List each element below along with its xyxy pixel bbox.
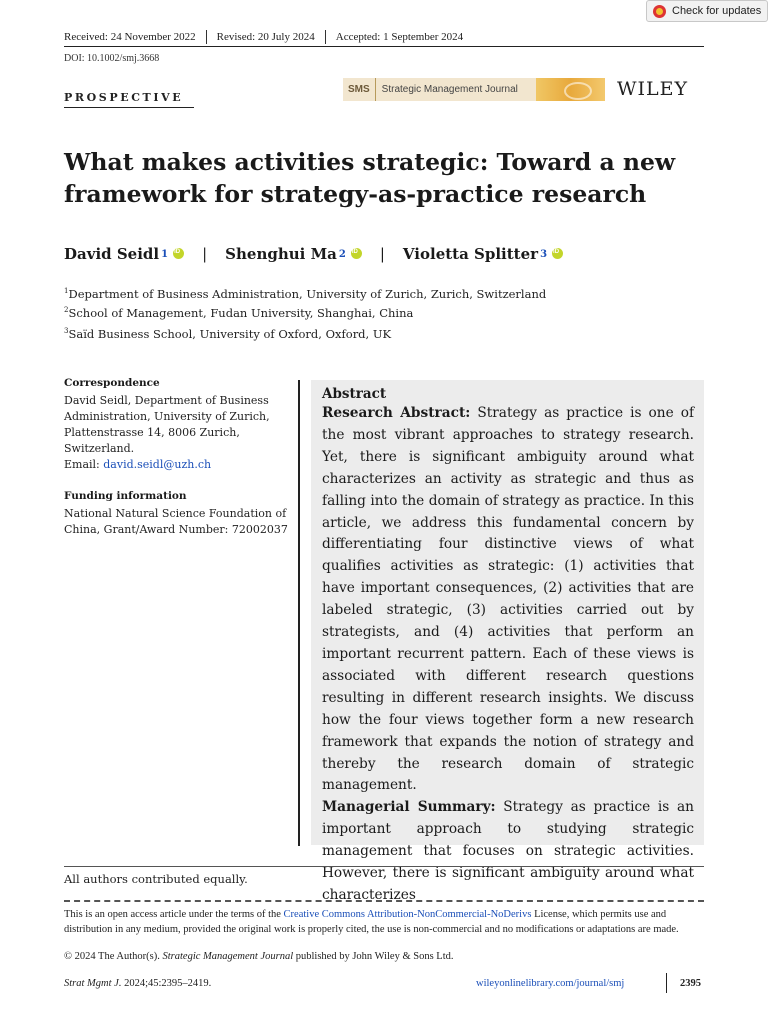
affiliation: $^2$School of Management, Fudan University, Shanghai, China xyxy=(64,306,414,320)
author-affiliation-ref[interactable]: 1 xyxy=(161,248,169,260)
license-link[interactable]: Creative Commons Attribution-NonCommercial-NoDerivs xyxy=(283,909,532,920)
author-affiliation-ref[interactable]: 3 xyxy=(540,248,548,260)
footer-separator xyxy=(666,973,667,993)
header-rule xyxy=(64,46,704,47)
license-text: This is an open access article under the terms of the Creative Commons Attribution-NonCommercial-NoDerivs License, which permits use and distribution in any medium, provided the original work is properly cited, the use is non-commercial and no modifications or adaptations are made. xyxy=(64,909,679,935)
journal-banner xyxy=(343,78,605,101)
crossmark-icon xyxy=(653,5,666,18)
author-name: Shenghui Ma xyxy=(225,245,337,263)
orcid-icon[interactable] xyxy=(351,248,362,259)
check-for-updates-button[interactable] xyxy=(646,0,768,22)
publisher-logo: WILEY xyxy=(617,78,689,100)
managerial-summary: Managerial Summary: Strategy as practice is an important approach to studying strategic management that focuses on strategic activities. However, there is significant ambiguity around what characterizes xyxy=(322,799,694,903)
abstract-rule xyxy=(298,380,300,846)
correspondence-heading: Correspondence xyxy=(64,377,160,389)
check-for-updates-label: Check for updates xyxy=(672,5,762,17)
accepted-date: Accepted: 1 September 2024 xyxy=(325,30,473,44)
orcid-icon[interactable] xyxy=(173,248,184,259)
footnote-rule xyxy=(64,866,704,867)
doi: DOI: 10.1002/smj.3668 xyxy=(64,53,160,64)
license-rule xyxy=(64,900,704,902)
journal-tag: SMS xyxy=(343,78,376,101)
footnote: All authors contributed equally. xyxy=(64,872,248,886)
author-separator: | xyxy=(379,245,385,263)
article-title: What makes activities strategic: Toward a new framework for strategy-as-practice research xyxy=(64,148,676,208)
affiliation: $^3$Saïd Business School, University of Oxford, Oxford, UK xyxy=(64,327,392,341)
email-link[interactable]: david.seidl@uzh.ch xyxy=(103,458,212,471)
revised-date: Revised: 20 July 2024 xyxy=(206,30,325,44)
correspondence-text: David Seidl, Department of Business Administration, University of Zurich, Plattenstrasse 14, 8006 Zurich, Switzerland. Email: david.seidl@uzh.ch xyxy=(64,394,270,471)
abstract-heading: Abstract xyxy=(322,386,387,402)
copyright: © 2024 The Author(s). Strategic Management Journal published by John Wiley & Sons Ltd. xyxy=(64,951,454,962)
journal-logo-graphic xyxy=(536,78,605,101)
funding-heading: Funding information xyxy=(64,490,187,502)
journal-name: Strategic Management Journal xyxy=(376,78,536,101)
orcid-icon[interactable] xyxy=(552,248,563,259)
history-dates xyxy=(64,30,473,44)
received-date: Received: 24 November 2022 xyxy=(64,31,196,43)
funding-text: National Natural Science Foundation of China, Grant/Award Number: 72002037 xyxy=(64,507,288,536)
citation: Strat Mgmt J. 2024;45:2395–2419. xyxy=(64,978,212,989)
section-label: PROSPECTIVE xyxy=(64,91,184,104)
author-name: Violetta Splitter xyxy=(402,245,539,263)
author-name: David Seidl xyxy=(64,245,160,263)
author-affiliation-ref[interactable]: 2 xyxy=(338,248,346,260)
section-rule xyxy=(64,107,194,108)
abstract-box xyxy=(311,380,704,903)
research-abstract: Research Abstract: Strategy as practice is one of the most vibrant approaches to strategy research. Yet, there is significant ambiguity around what characterizes an activity as strategic and thus as falling into the domain of strategy as practice. In this article, we address this fundamental concern by differentiating four distinctive views of what qualifies activities as strategic: (1) activities that have important consequences, (2) activities that are labeled strategic, (3) activities carried out by strategists, and (4) activities that perform an important recurrent pattern. Each of these views is associated with different research questions resulting in different research insights. We discuss how the four views together form a new research framework that expands the notion of strategy and thereby the research domain of strategic management. xyxy=(322,405,695,794)
affiliation: $^1$Department of Business Administration, University of Zurich, Zurich, Switzerland xyxy=(64,287,547,301)
page-number: 2395 xyxy=(680,978,701,989)
author-separator: | xyxy=(202,245,208,263)
author-list xyxy=(64,245,563,263)
journal-url-link[interactable]: wileyonlinelibrary.com/journal/smj xyxy=(476,978,625,989)
